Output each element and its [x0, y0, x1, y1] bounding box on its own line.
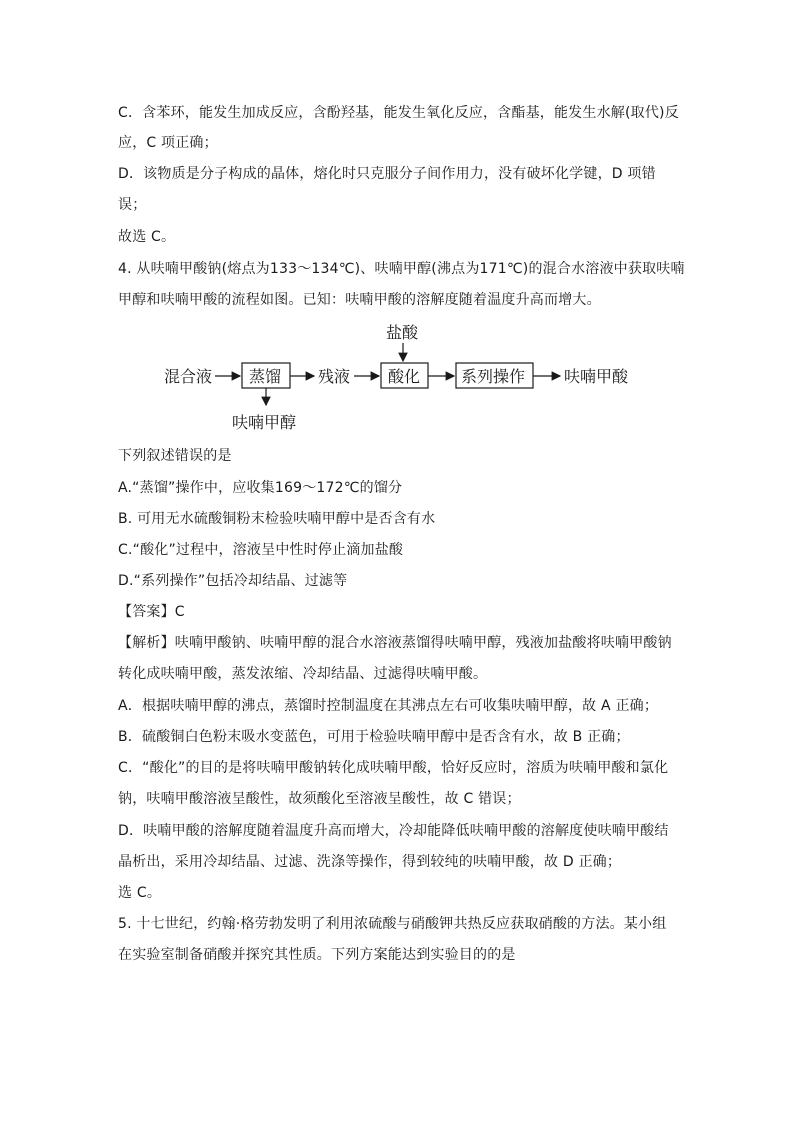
text-line: D．该物质是分子构成的晶体，熔化时只克服分子间作用力，没有破坏化学键，D 项错: [118, 166, 656, 182]
flow-acid-product: 呋喃甲酸: [564, 367, 629, 386]
question-4-stem: 4. 从呋喃甲酸钠(熔点为133～134℃)、呋喃甲醇(沸点为171℃)的混合水溶液中获取呋喃: [118, 261, 685, 277]
analysis-text: 钠，呋喃甲酸溶液呈酸性，故须酸化至溶液呈酸性，故 C 错误；: [118, 791, 521, 807]
series-box: [456, 363, 533, 388]
analysis-text: C．“酸化”的目的是将呋喃甲酸钠转化成呋喃甲酸，恰好反应时，溶质为呋喃甲酸和氯化: [118, 760, 669, 776]
text-line: 误；: [118, 197, 147, 213]
flow-input: 混合液: [164, 367, 213, 386]
question-4-prompt: 下列叙述错误的是: [118, 448, 232, 464]
flow-series: 系列操作: [461, 367, 526, 386]
text-line: 应，C 项正确；: [118, 135, 218, 151]
analysis-text: B．硫酸铜白色粉末吸水变蓝色，可用于检验呋喃甲醇中是否含有水，故 B 正确；: [118, 729, 630, 745]
question-4-stem: 甲醇和呋喃甲酸的流程如图。已知：呋喃甲酸的溶解度随着温度升高而增大。: [118, 292, 601, 308]
flow-reagent: 盐酸: [386, 323, 419, 342]
option-a: A.“蒸馏”操作中，应收集169～172℃的馏分: [118, 480, 403, 496]
analysis-text: 转化成呋喃甲酸，蒸发浓缩、冷却结晶、过滤得呋喃甲酸。: [118, 666, 488, 682]
answer-label: 【答案】C: [118, 604, 185, 620]
analysis-text: 晶析出，采用冷却结晶、过滤、洗涤等操作，得到较纯的呋喃甲酸，故 D 正确；: [118, 854, 622, 870]
flowchart: [0, 0, 794, 440]
analysis-text: D．呋喃甲酸的溶解度随着温度升高而增大，冷却能降低呋喃甲酸的溶解度使呋喃甲酸结: [118, 823, 669, 839]
flow-acidify: 酸化: [388, 367, 421, 386]
option-d: D.“系列操作”包括冷却结晶、过滤等: [118, 573, 348, 589]
option-c: C.“酸化”过程中，溶液呈中性时停止滴加盐酸: [118, 542, 404, 558]
analysis-text: A．根据呋喃甲醇的沸点，蒸馏时控制温度在其沸点左右可收集呋喃甲醇，故 A 正确；: [118, 698, 659, 714]
text-line: C．含苯环，能发生加成反应，含酚羟基，能发生氧化反应，含酯基，能发生水解(取代)反: [118, 105, 679, 121]
analysis-text: 【解析】呋喃甲酸钠、呋喃甲醇的混合水溶液蒸馏得呋喃甲醇，残液加盐酸将呋喃甲酸钠: [118, 635, 672, 651]
flow-distill: 蒸馏: [249, 367, 282, 386]
question-5-stem: 在实验室制备硝酸并探究其性质。下列方案能达到实验目的的是: [118, 947, 516, 963]
flow-alcohol: 呋喃甲醇: [232, 413, 297, 432]
text-line: 故选 C。: [118, 229, 176, 245]
question-5-stem: 5. 十七世纪，约翰·格劳勃发明了利用浓硫酸与硝酸钾共热反应获取硝酸的方法。某小组: [118, 916, 667, 932]
analysis-text: 选 C。: [118, 885, 162, 901]
acidify-box: [381, 363, 428, 388]
option-b: B. 可用无水硫酸铜粉末检验呋喃甲醇中是否含有水: [118, 511, 436, 527]
flow-residue: 残液: [318, 367, 351, 386]
distill-box: [242, 363, 290, 388]
